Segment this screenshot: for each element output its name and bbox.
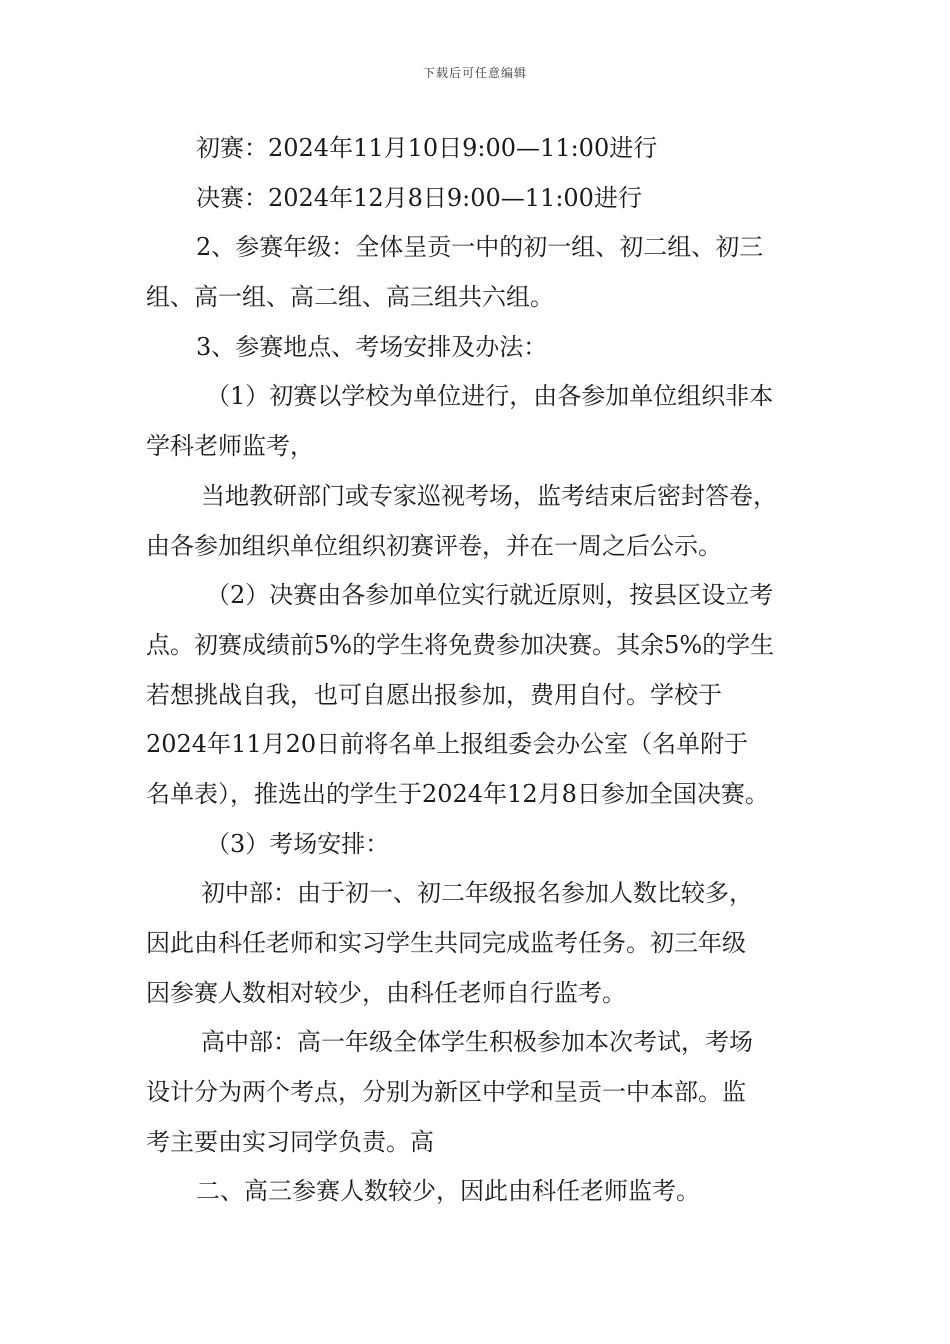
- page-header: 下载后可任意编辑: [422, 66, 527, 80]
- text-line: 2024年11月20日前将名单上报组委会办公室（名单附于: [146, 730, 749, 759]
- text-line: 当地教研部门或专家巡视考场，监考结束后密封答卷，: [201, 481, 777, 510]
- text-line: 初赛：2024年11月10日9:00—11:00进行: [196, 134, 658, 162]
- text-line: 点。初赛成绩前5%的学生将免费参加决赛。其余5%的学生: [146, 630, 775, 659]
- text-line: 组、高一组、高二组、高三组共六组。: [146, 283, 554, 312]
- text-line: （1）初赛以学校为单位进行，由各参加单位组织非本: [206, 382, 774, 411]
- text-line: （2）决赛由各参加单位实行就近原则，按县区设立考: [206, 581, 774, 610]
- document-body: [146, 124, 814, 1217]
- text-line: 名单表），推选出的学生于2024年12月8日参加全国决赛。: [146, 779, 769, 808]
- text-line: 二、高三参赛人数较少，因此由科任老师监考。: [196, 1177, 700, 1206]
- text-line: （3）考场安排：: [206, 829, 390, 858]
- text-line: 因此由科任老师和实习学生共同完成监考任务。初三年级: [146, 929, 746, 957]
- text-line: 因参赛人数相对较少，由科任老师自行监考。: [146, 978, 626, 1007]
- text-line: 考主要由实习同学负责。高: [146, 1127, 434, 1156]
- text-line: 设计分为两个考点，分别为新区中学和呈贡一中本部。监: [146, 1078, 746, 1107]
- text-line: 决赛：2024年12月8日9:00—11:00进行: [196, 183, 642, 212]
- text-line: 高中部：高一年级全体学生积极参加本次考试，考场: [201, 1028, 753, 1057]
- text-line: 由各参加组织单位组织初赛评卷，并在一周之后公示。: [146, 531, 722, 560]
- text-line: 2、参赛年级：全体呈贡一中的初一组、初二组、初三: [196, 233, 764, 262]
- text-line: 3、参赛地点、考场安排及办法：: [196, 332, 548, 361]
- text-line: 初中部：由于初一、初二年级报名参加人数比较多，: [201, 879, 753, 908]
- text-line: 若想挑战自我，也可自愿出报参加，费用自付。学校于: [146, 680, 722, 709]
- text-line: 学科老师监考，: [146, 432, 314, 461]
